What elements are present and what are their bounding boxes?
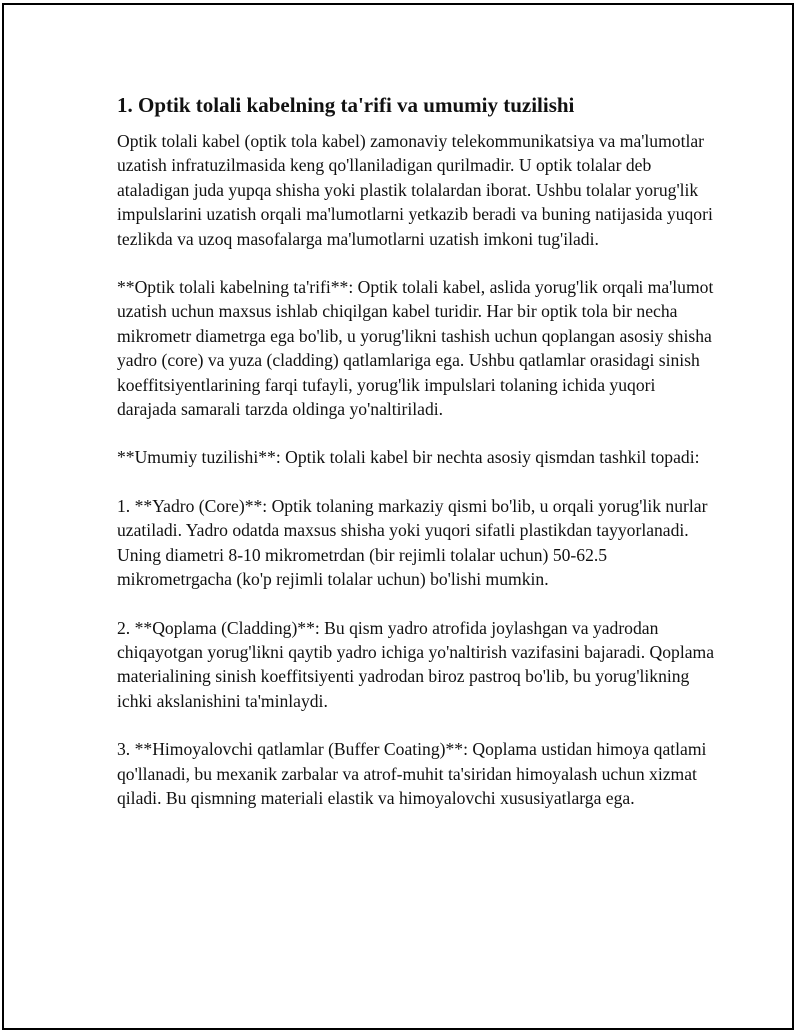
paragraph-buffer-coating: 3. **Himoyalovchi qatlamlar (Buffer Coating)**: Qoplama ustidan himoya qatlami qo'llanadi, bu mexanik zarbalar va atrof-muhit ta'siridan himoyalash uchun xizmat qiladi. Bu qismning materiali elastik va himoyalovchi xususiyatlarga ega. [117, 739, 707, 808]
paragraph-structure-intro: **Umumiy tuzilishi**: Optik tolali kabel bir nechta asosiy qismdan tashkil topadi: [117, 447, 700, 468]
paragraph-core: 1. **Yadro (Core)**: Optik tolaning markaziy qismi bo'lib, u orqali yorug'lik nurlar uzatiladi. Yadro odatda maxsus shisha yoki yuqori sifatli plastikdan tayyorlanadi. Uning diametri 8-10 mikrometrdan (bir rejimli tolalar uchun) 50-62.5 mikrometrgacha (ko'p rejimli tolalar uchun) bo'lishi mumkin. [117, 495, 708, 590]
section-title: 1. Optik tolali kabelning ta'rifi va umumiy tuzilishi [117, 93, 575, 117]
paragraph-intro: Optik tolali kabel (optik tola kabel) zamonaviy telekommunikatsiya va ma'lumotlar uzatish infratuzilmasida keng qo'llaniladigan qurilmadir. U optik tolalar deb ataladigan juda yupqa shisha yoki plastik tolalardan iborat. Ushbu tolalar yorug'lik impulslarini uzatish orqali ma'lumotlarni yetkazib beradi va buning natijasida yuqori tezlikda va uzoq masofalarga ma'lumotlarni uzatish imkoni tug'iladi. [117, 131, 713, 249]
document-body [117, 92, 717, 834]
paragraph-definition: **Optik tolali kabelning ta'rifi**: Optik tolali kabel, aslida yorug'lik orqali ma'lumot uzatish uchun maxsus ishlab chiqilgan kabel turidir. Har bir optik tola bir necha mikrometr diametrga ega bo'lib, u yorug'likni tashish uchun qoplangan asosiy shisha yadro (core) va yuza (cladding) qatlamlariga ega. Ushbu qatlamlar orasidagi sinish koeffitsiyentlarining farqi tufayli, yorug'lik impulslari tolaning ichida yuqori darajada samarali tarzda oldinga yo'naltiriladi. [117, 277, 714, 420]
paragraph-cladding: 2. **Qoplama (Cladding)**: Bu qism yadro atrofida joylashgan va yadrodan chiqayotgan yorug'likni qaytib yadro ichiga yo'naltirish vazifasini bajaradi. Qoplama materialining sinish koeffitsiyenti yadrodan biroz pastroq bo'lib, bu yorug'likning ichki akslanishini ta'minlaydi. [117, 617, 715, 711]
